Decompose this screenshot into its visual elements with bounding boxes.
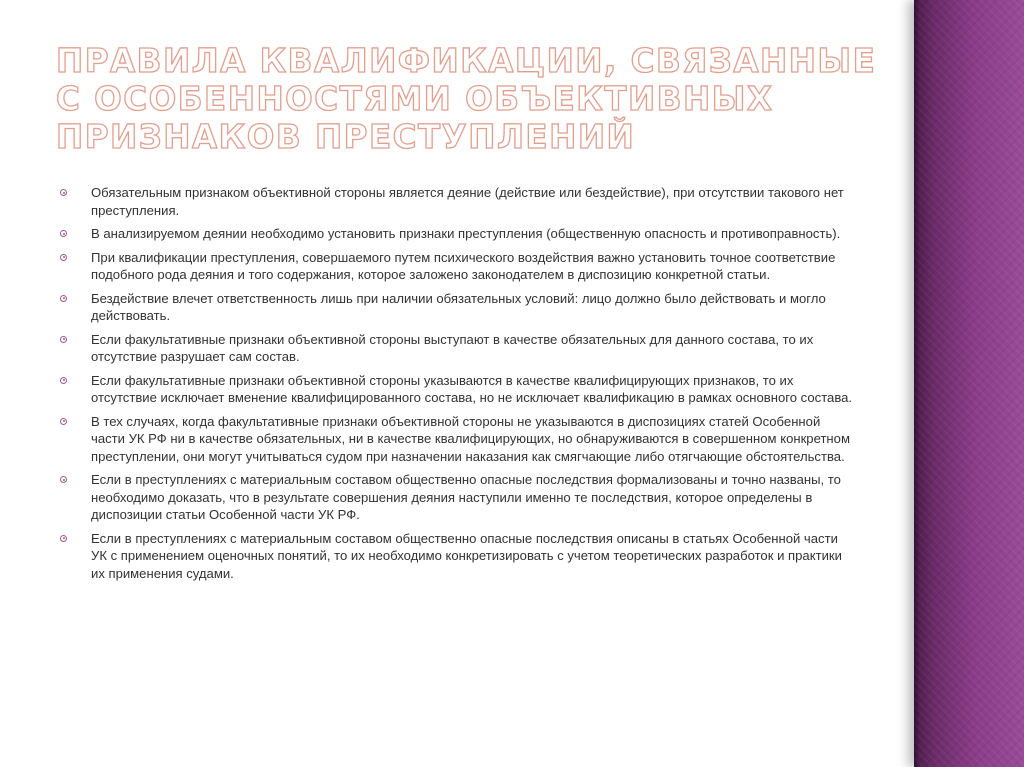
bullet-icon: [60, 418, 67, 425]
bullet-icon: [60, 189, 67, 196]
bullet-item: [56, 331, 856, 366]
bullet-icon: [60, 230, 67, 237]
bullet-item: [56, 225, 856, 243]
bullet-text: Если в преступлениях с материальным составом общественно опасные последствия формализованы и точно названы, то необходимо доказать, что в результате совершения деяния наступили именно те последствия, которое определены в диспозиции статьи Особенной части УК РФ.: [91, 472, 841, 522]
bullet-list: [56, 184, 856, 588]
bullet-icon: [60, 254, 67, 261]
bullet-text: Если в преступлениях с материальным составом общественно опасные последствия описаны в статьях Особенной части УК с применением оценочных понятий, то их необходимо конкретизировать с учетом теоретических разработок и практики их применения судами.: [91, 530, 842, 581]
bullet-text: Если факультативные признаки объективной стороны выступают в качестве обязательных для данного состава, то их отсутствие разрушает сам состав.: [91, 331, 814, 364]
bullet-item: [56, 249, 856, 284]
bullet-item: [56, 413, 856, 466]
bullet-icon: [60, 377, 67, 384]
slide-title: ПРАВИЛА КВАЛИФИКАЦИИ, СВЯЗАННЫЕ С ОСОБЕННОСТЯМИ ОБЪЕКТИВНЫХ ПРИЗНАКОВ ПРЕСТУПЛЕНИЙ: [56, 42, 877, 156]
bullet-item: [56, 184, 856, 219]
bullet-text: В анализируемом деянии необходимо установить признаки преступления (общественную опасность и противоправность).: [91, 226, 841, 241]
bullet-icon: [60, 336, 67, 343]
bullet-icon: [60, 535, 67, 542]
decorative-side-panel: [914, 0, 1024, 767]
bullet-item: [56, 530, 856, 583]
bullet-text: Если факультативные признаки объективной стороны указываются в качестве квалифицирующих признаков, то их отсутствие исключает вменение квалифицированного состава, но не исключает квалификацию в рамках основного состава.: [91, 372, 853, 405]
bullet-item: [56, 372, 856, 407]
bullet-text: В тех случаях, когда факультативные признаки объективной стороны не указываются в диспозициях статей Особенной части УК РФ ни в качестве обязательных, ни в качестве квалифицирующих, но обнаруживаются в совершенном конкретном преступлении, они могут учитываться судом при назначении наказания как смягчающие либо отягчающие обстоятельства.: [91, 413, 850, 464]
bullet-text: Обязательным признаком объективной стороны является деяние (действие или бездействие), при отсутствии такового нет преступления.: [91, 185, 844, 218]
bullet-icon: [60, 476, 67, 483]
bullet-item: [56, 290, 856, 325]
bullet-text: Бездействие влечет ответственность лишь при наличии обязательных условий: лицо должно было действовать и могло действовать.: [91, 290, 826, 323]
bullet-icon: [60, 295, 67, 302]
bullet-text: При квалификации преступления, совершаемого путем психического воздействия важно установить точное соответствие подобного рода деяния и того содержания, которое заложено законодателем в диспозицию конкретной статьи.: [91, 249, 836, 282]
bullet-item: [56, 471, 856, 524]
